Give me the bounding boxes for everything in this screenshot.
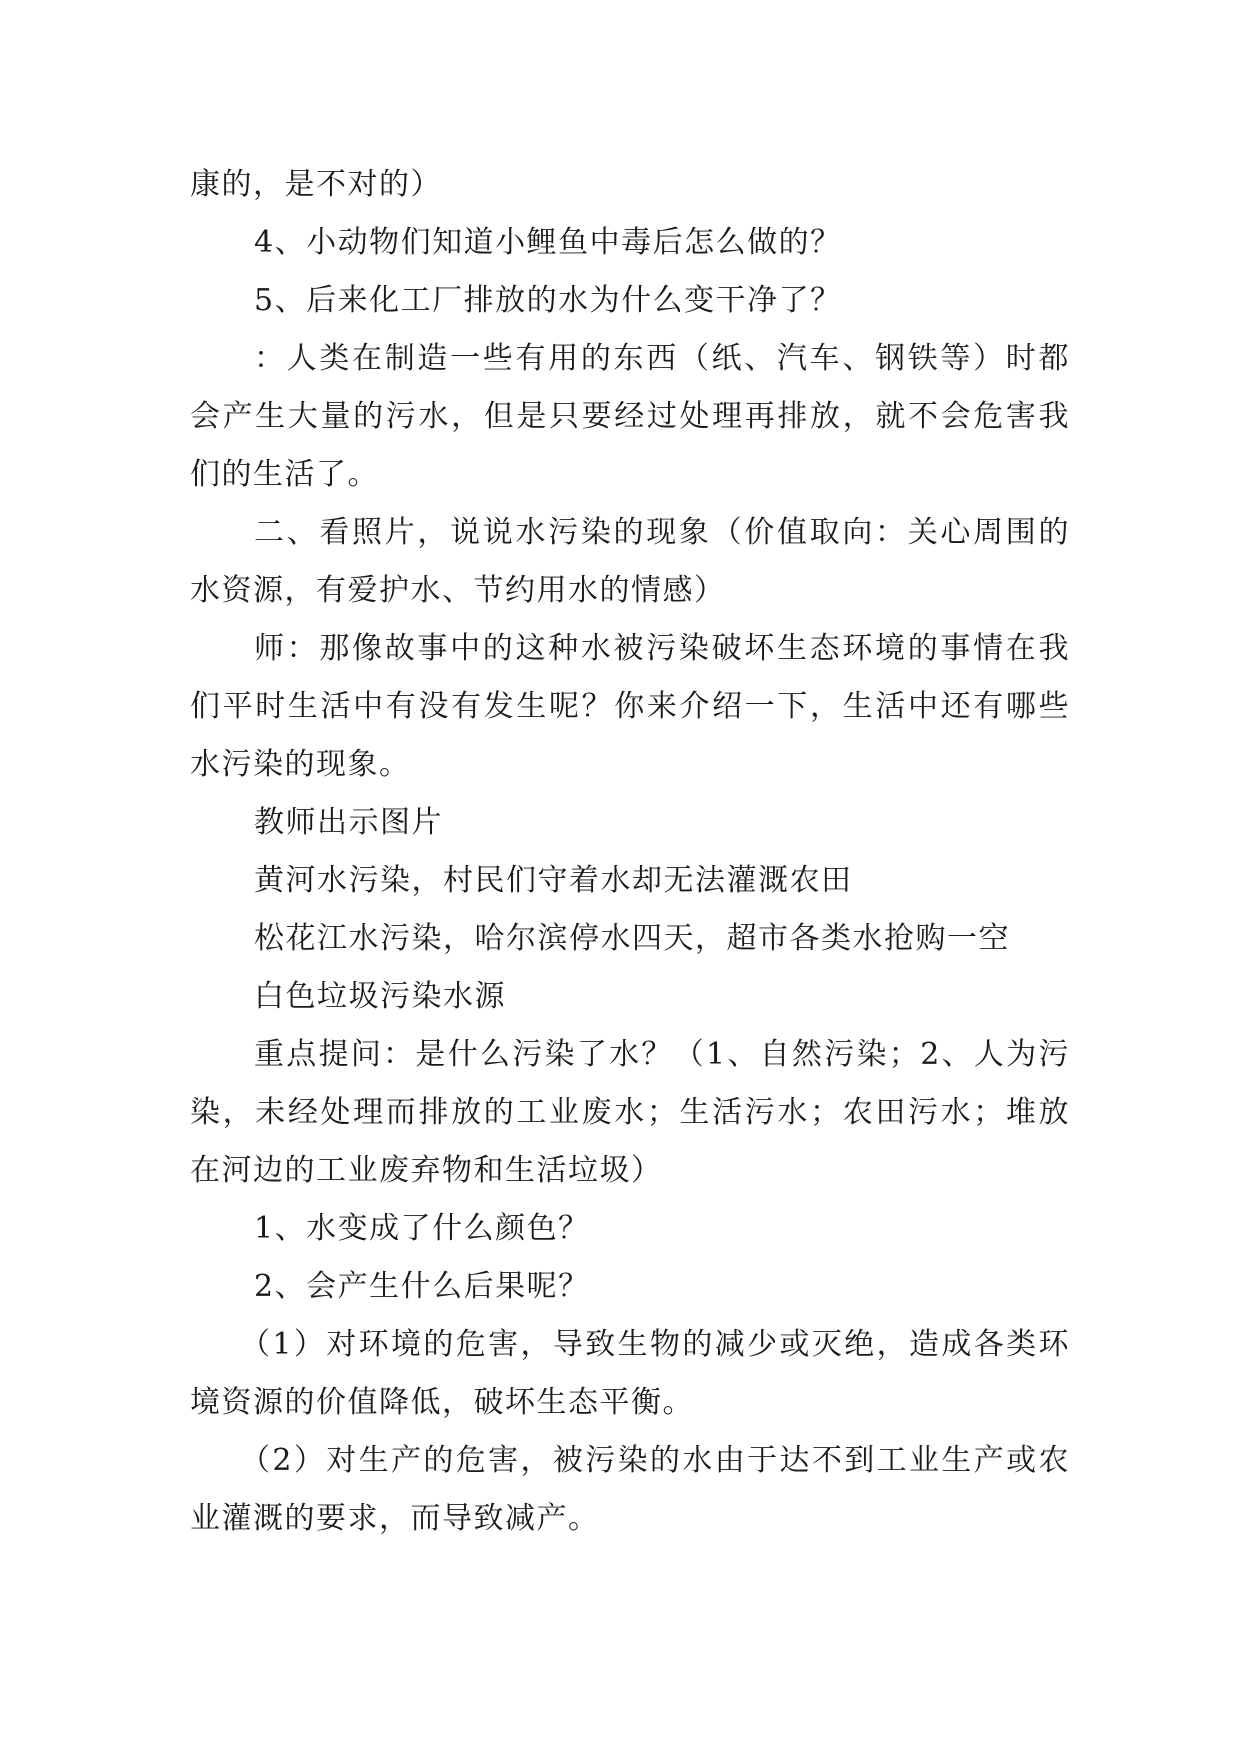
paragraph-continuation: 康的，是不对的） xyxy=(190,167,442,202)
list-item: 教师出示图片 xyxy=(254,805,443,840)
consequence-2: （2）对生产的危害，被污染的水由于达不到工业生产或农业灌溉的要求，而导致减产。 xyxy=(190,1443,1070,1536)
question-5: 5、后来化工厂排放的水为什么变干净了？ xyxy=(254,283,842,318)
list-item: 白色垃圾污染水源 xyxy=(254,979,506,1014)
key-question-paragraph: 重点提问：是什么污染了水？（1、自然污染；2、人为污染，未经处理而排放的工业废水；生活污水；农田污水；堆放在河边的工业废弃物和生活垃圾） xyxy=(190,1037,1070,1188)
question-1: 1、水变成了什么颜色？ xyxy=(254,1211,590,1246)
teacher-paragraph: 师：那像故事中的这种水被污染破坏生态环境的事情在我们平时生活中有没有发生呢？你来介绍一下，生活中还有哪些水污染的现象。 xyxy=(190,631,1070,782)
list-item: 黄河水污染，村民们守着水却无法灌溉农田 xyxy=(254,863,853,898)
document-body xyxy=(190,156,1070,1548)
question-2: 2、会产生什么后果呢？ xyxy=(254,1269,590,1304)
consequence-1: （1）对环境的危害，导致生物的减少或灭绝，造成各类环境资源的价值降低，破坏生态平衡。 xyxy=(190,1327,1070,1420)
question-4: 4、小动物们知道小鲤鱼中毒后怎么做的？ xyxy=(254,225,842,260)
list-item: 松花江水污染，哈尔滨停水四天，超市各类水抢购一空 xyxy=(254,921,1010,956)
section-two-heading: 二、看照片，说说水污染的现象（价值取向：关心周围的水资源，有爱护水、节约用水的情感） xyxy=(190,515,1070,608)
answer-paragraph: ：人类在制造一些有用的东西（纸、汽车、钢铁等）时都会产生大量的污水，但是只要经过处理再排放，就不会危害我们的生活了。 xyxy=(190,341,1070,492)
